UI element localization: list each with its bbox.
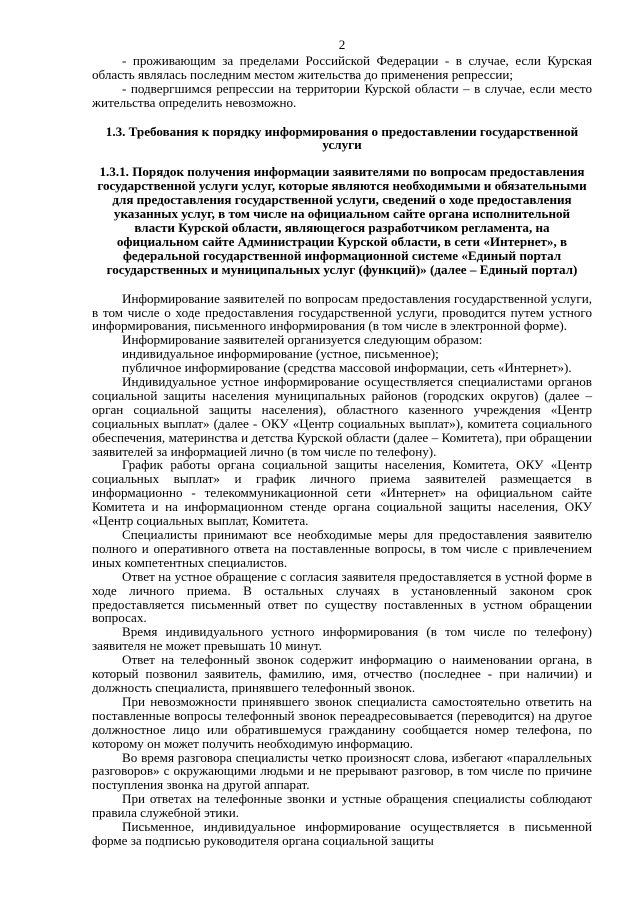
paragraph-4: публичное информирование (средства массовой информации, сеть «Интернет»). [122, 360, 572, 376]
paragraph-8: Ответ на устное обращение с согласия заявителя предоставляется в устной форме в ходе личного приема. В остальных случаях в установленный законом срок предоставляется письменный ответ по существу поставленных в устном обращении вопросах. [92, 568, 592, 626]
paragraph-13: При ответах на телефонные звонки и устные обращения специалисты соблюдают правила служебной этики. [92, 791, 592, 821]
intro-paragraph-1: - проживающим за пределами Российской Федерации - в случае, если Курская область являлась последним местом жительства до применения репрессии; [92, 52, 592, 82]
paragraph-3: индивидуальное информирование (устное, письменное); [122, 346, 439, 362]
paragraph-14: Письменное, индивидуальное информирование осуществляется в письменной форме за подписью руководителя органа социальной защиты [92, 819, 592, 848]
subsection-title: 1.3.1. Порядок получения информации заявителями по вопросам предоставления государственной услуги услуг, которые являются необходимыми и обязательными для предоставления государственной услуги, сведений о ходе предоставления указанных услуг, в том числе на официальном сайте органа исполнительной власти Курской области, являющегося разработчиком регламента, на официальном сайте Администрации Курской области, в сети «Интернет», в федеральной государственной информационной системе «Единый портал государственных и муниципальных услуг (функций)» (далее – Единый портал) [97, 164, 587, 277]
paragraph-12: Во время разговора специалисты четко произносят слова, избегают «параллельных разговоров» с окружающими людьми и не прерывают разговор, в том числе по причине поступления звонка на другой аппарат. [92, 749, 592, 793]
paragraph-11: При невозможности принявшего звонок специалиста самостоятельно ответить на поставленные вопросы телефонный звонок переадресовывается (переводится) на другое должностное лицо или обратившемуся гражданину сообщается номер телефона, по которому он может получить необходимую информацию. [92, 693, 592, 751]
paragraph-5: Индивидуальное устное информирование осуществляется специалистами органов социальной защиты населения муниципальных районов (городских округов) (далее – орган социальной защиты населения), областного казенного учреждения «Центр социальных выплат» (далее - ОКУ «Центр социальных выплат»), комитета социального обеспечения, материнства и детства Курской области (далее – Комитета), при обращении заявителей за информацией лично (в том числе по телефону). [92, 374, 592, 459]
paragraph-9: Время индивидуального устного информирования (в том числе по телефону) заявителя не может превышать 10 минут. [92, 624, 592, 654]
paragraph-1: Информирование заявителей по вопросам предоставления государственной услуги, в том числе о ходе предоставления государственной услуги, проводится путем устного информирования, письменного информирования (в том числе в электронной форме). [92, 290, 592, 334]
paragraph-7: Специалисты принимают все необходимые меры для предоставления заявителю полного и оперативного ответа на поставленные вопросы, в том числе с привлечением иных компетентных специалистов. [92, 527, 592, 570]
paragraph-6: График работы органа социальной защиты населения, Комитета, ОКУ «Центр социальных выплат» и график личного приема заявителей размещается в информационно - телекоммуникационной сети «Интернет» на официальном сайте Комитета и на информационном стенде органа социальной защиты населения, ОКУ «Центр социальных выплат, Комитета. [92, 457, 592, 529]
page-number: 2 [338, 37, 346, 52]
paragraph-10: Ответ на телефонный звонок содержит информацию о наименовании органа, в который позвонил заявитель, фамилию, имя, отчество (последнее - при наличии) и должность специалиста, принявшего телефонный звонок. [92, 652, 592, 695]
body-text [92, 292, 592, 848]
intro-paragraph-2: - подвергшимся репрессии на территории Курской области – в случае, если место жительства определить невозможно. [92, 80, 592, 110]
paragraph-2: Информирование заявителей организуется следующим образом: [122, 332, 483, 348]
section-title: 1.3. Требования к порядку информирования о предоставлении государственной услуги [105, 123, 579, 153]
